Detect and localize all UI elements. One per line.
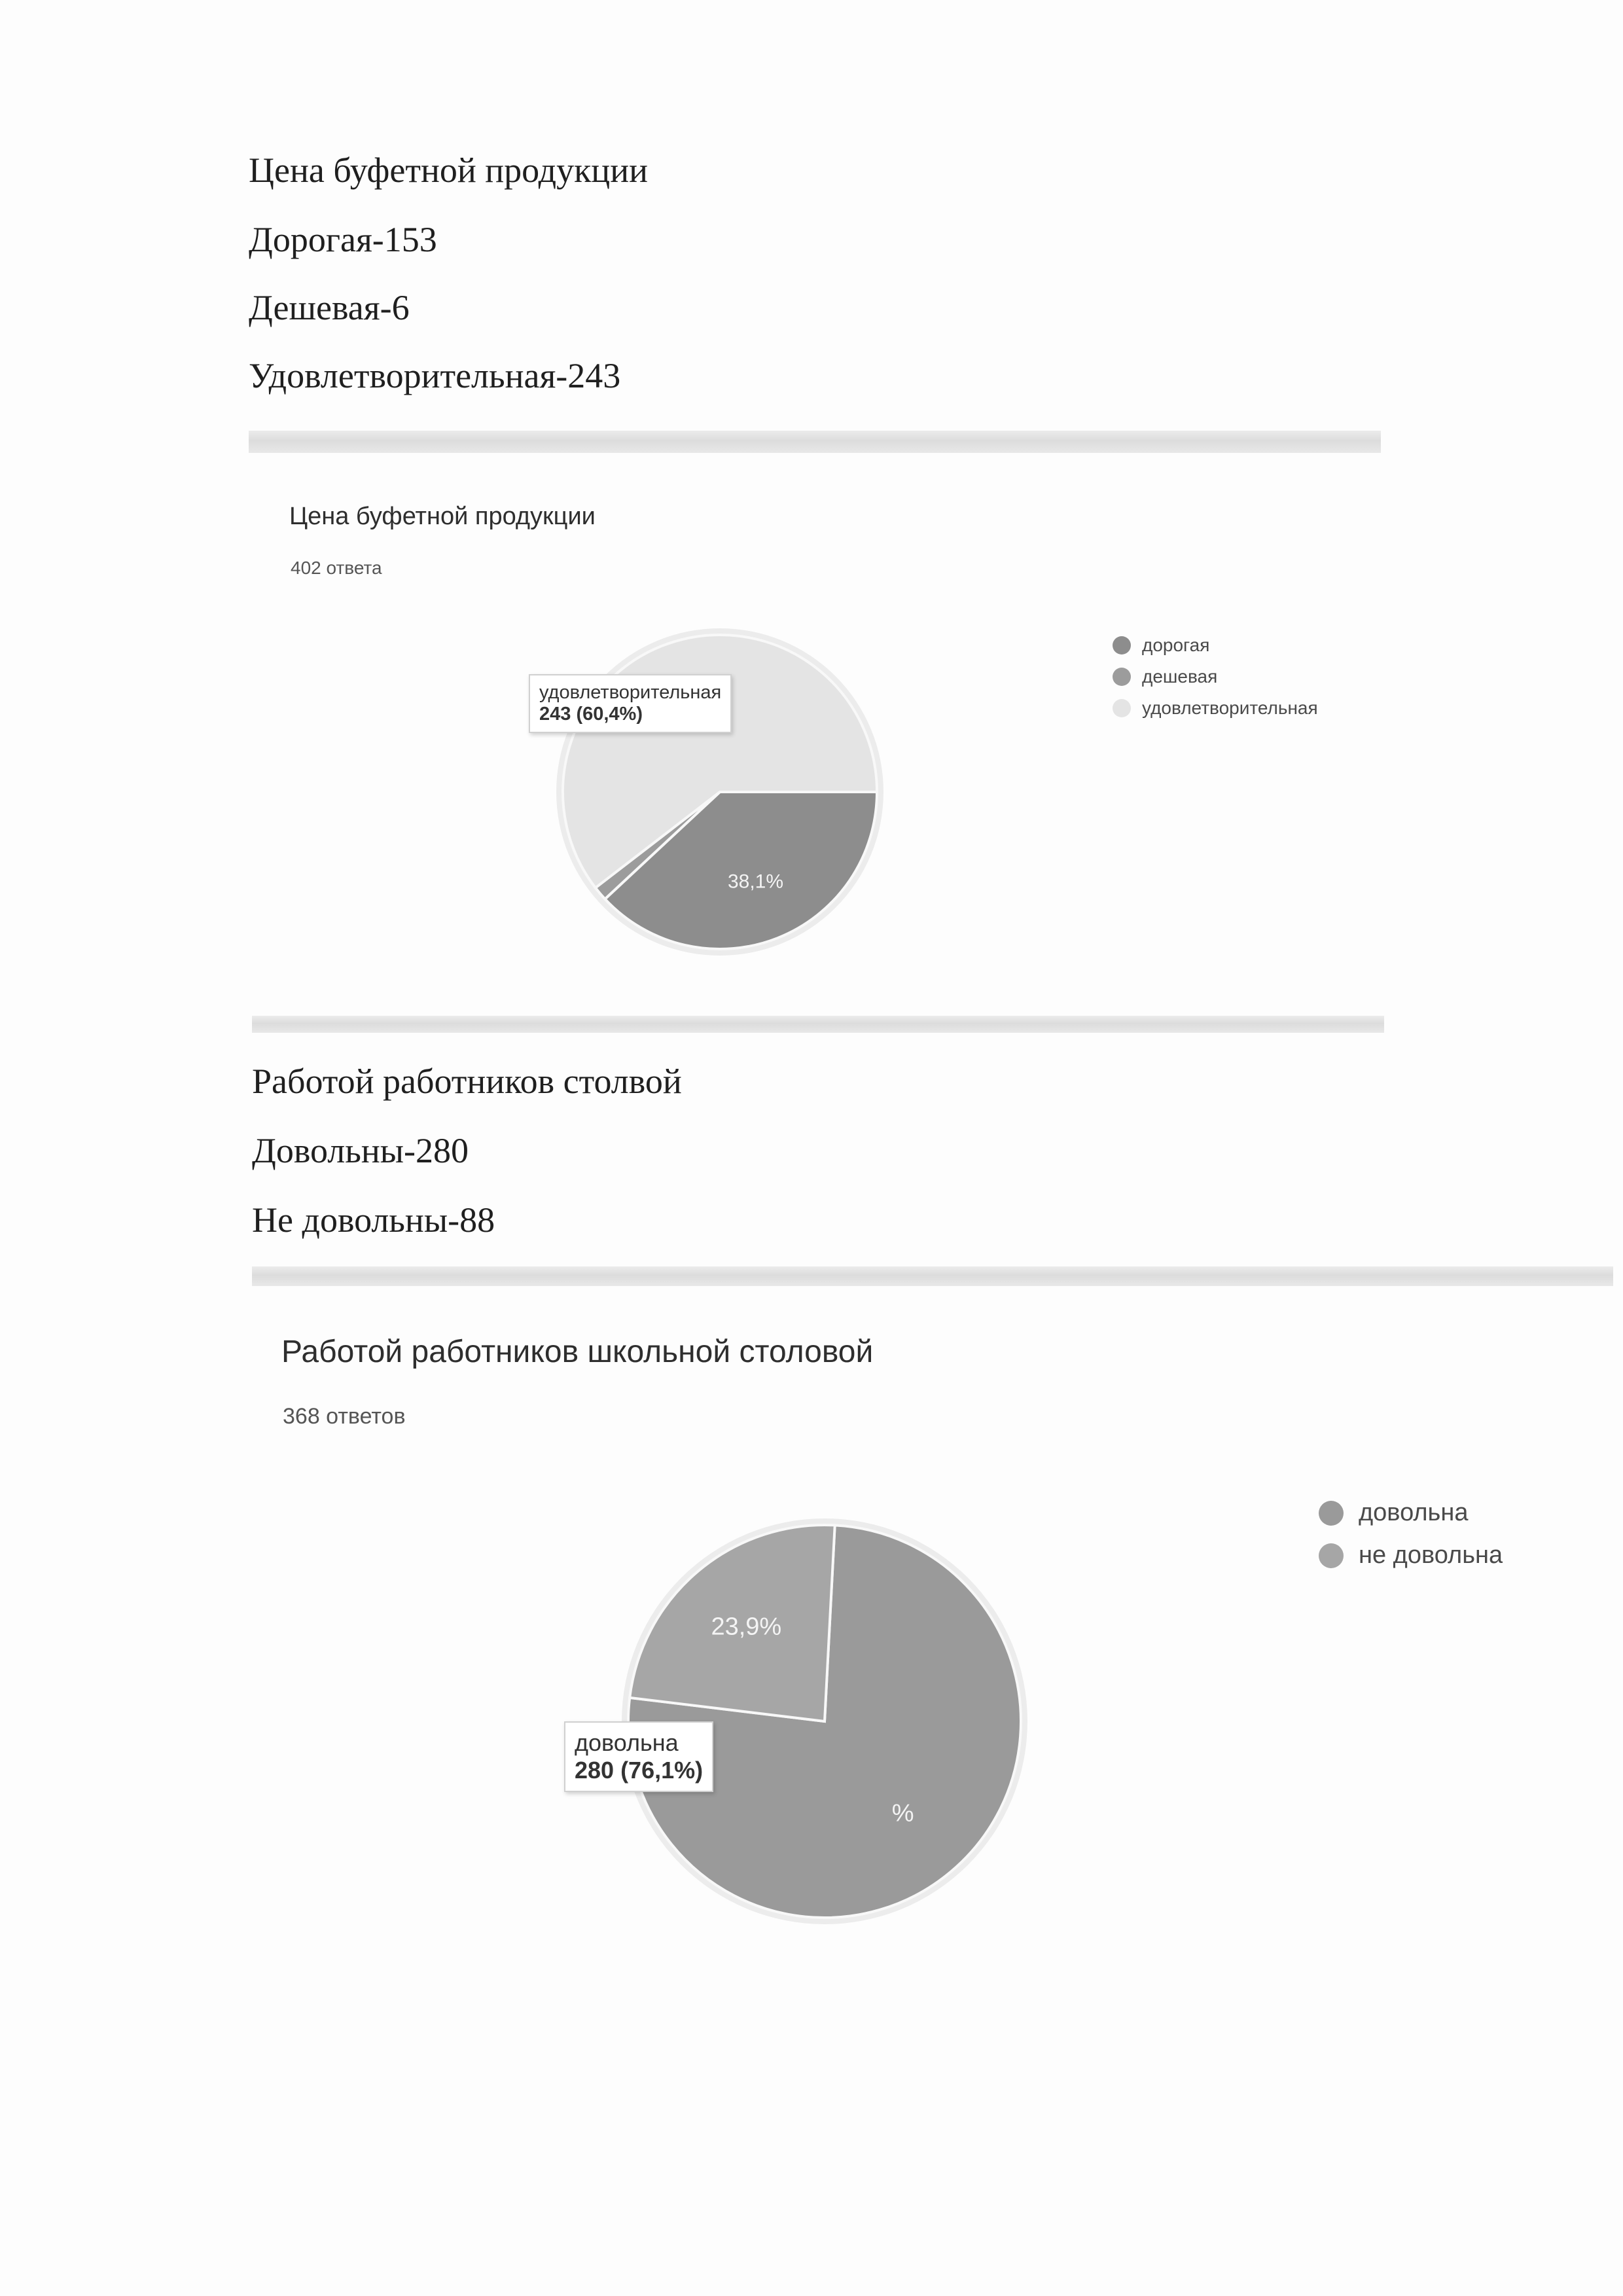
section2-line-1: Довольны-280: [252, 1131, 469, 1170]
chart2-tooltip-value: 280 (76,1%): [575, 1757, 704, 1784]
scan-divider-middle: [252, 1016, 1384, 1033]
legend-dot: [1319, 1501, 1344, 1526]
legend-dot: [1113, 636, 1131, 655]
legend-dot: [1113, 699, 1131, 717]
chart2-subtitle: 368 ответов: [283, 1404, 406, 1429]
chart1-tooltip-name: удовлетворительная: [539, 682, 722, 703]
chart1-legend: [1113, 635, 1318, 729]
section1-line-1: Дорогая-153: [249, 220, 437, 259]
section2-line-2: Не довольны-88: [252, 1200, 495, 1240]
chart1-tooltip: [529, 674, 732, 733]
legend-label: удовлетворительная: [1142, 698, 1318, 718]
chart2-title: Работой работников школьной столовой: [281, 1335, 874, 1369]
chart2-tooltip-name: довольна: [575, 1729, 679, 1756]
legend-label: не довольна: [1359, 1541, 1503, 1569]
chart2-tooltip: [564, 1721, 713, 1792]
legend-label: довольна: [1359, 1499, 1469, 1526]
legend-dot: [1319, 1543, 1344, 1568]
scan-divider-bottom: [252, 1266, 1613, 1286]
pie-slice-label: 38,1%: [727, 870, 784, 893]
section2-heading: Работой работников столвой: [252, 1062, 682, 1101]
legend-item-не-довольна[interactable]: [1319, 1541, 1503, 1570]
legend-label: дешевая: [1142, 666, 1218, 687]
legend-label: дорогая: [1142, 635, 1210, 655]
chart1-subtitle: 402 ответа: [291, 558, 382, 578]
pie-slice-label: %: [891, 1799, 914, 1827]
chart1-title: Цена буфетной продукции: [289, 503, 596, 530]
pie-slice-label: 23,9%: [711, 1613, 782, 1641]
chart2-legend: [1319, 1499, 1503, 1584]
legend-item-удовлетворительная[interactable]: [1113, 698, 1318, 719]
legend-item-дорогая[interactable]: [1113, 635, 1318, 656]
legend-item-дешевая[interactable]: [1113, 666, 1318, 687]
legend-dot: [1113, 668, 1131, 686]
section1-heading: Цена буфетной продукции: [249, 151, 649, 190]
section1-line-3: Удовлетворительная-243: [249, 356, 621, 395]
scan-divider-top: [249, 431, 1381, 453]
chart1-tooltip-value: 243 (60,4%): [539, 704, 643, 725]
legend-item-довольна[interactable]: [1319, 1499, 1503, 1527]
section1-line-2: Дешевая-6: [249, 288, 410, 327]
